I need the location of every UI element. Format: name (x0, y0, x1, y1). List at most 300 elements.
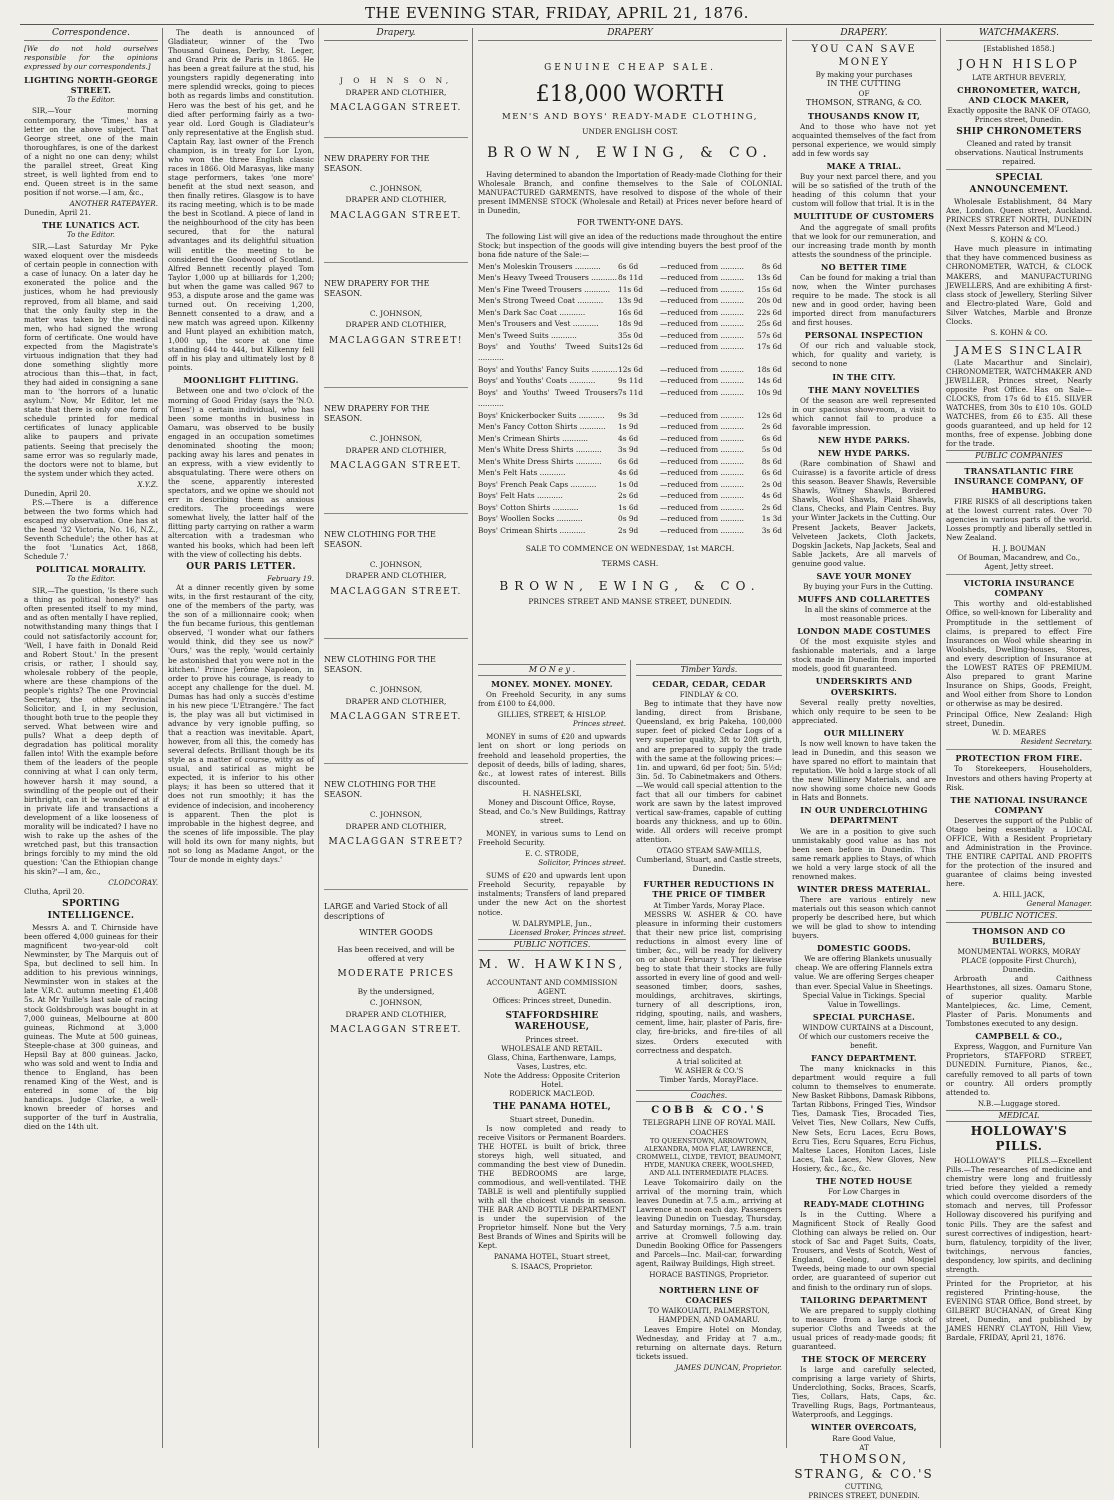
price-row (478, 375, 782, 386)
ad-note: N.B.—Luggage stored. (977, 1098, 1061, 1108)
ad-body: Of the most exquisite styles and fashionable materials, and a large stock made in Dunedin from imported models, good fit guaranteed. (792, 637, 936, 674)
subhead: THE STOCK OF MERCERY (801, 1353, 927, 1364)
ad-title: CAMPBELL & CO., (975, 1031, 1063, 1042)
price-item-name: Boys' Crimean Shirts ........... (478, 525, 586, 535)
ad-line: IN THE CUTTING (827, 78, 901, 88)
ad-address: Princes street, Dunedin. (974, 114, 1064, 124)
letter-date: Dunedin, April 20. (24, 488, 91, 498)
ad-body: MONEY in sums of £20 and upwards lent on short or long periods on freehold and leasehold properties, the deposit of deeds, bills of lading, shares, &c., at lowest rates of interest. Bills discounted. (478, 732, 626, 787)
price-row (478, 490, 782, 501)
subhead: DOMESTIC GOODS. (817, 943, 911, 954)
price-item-price: 16s 6d (618, 307, 643, 317)
postscript: P.S.—There is a difference between the two forms which had escaped my observation. One has at the head '32 Victoria, No. 16, N.Z., Seventh Schedule'; the other has at the foot 'Lunatics Act, 1868, Schedule 7.' (24, 497, 158, 562)
ad-line: A trial solicited at (676, 1056, 742, 1066)
ad-address: Timber Yards, MorayPlace. (659, 1074, 759, 1084)
ad-title: COBB & CO.'S (651, 1104, 767, 1116)
letter-body: SIR,—The question, 'Is there such a thing as political honesty?' has often presented itself to my mind, and as often mentally I have replied, notwithstanding many things that I could not satisfactorily account for, 'Well, I have faith in Donald Reid and Robert Stout.' In the present crisis, or rather, I should say, wholesale robbery of the people, where are these champions of the people's rights? The one Provincial Secretary, the other Provincial Solicitor, and I, in my seclusion, thought both true to the people they served. What between wire and pulls? What a deep depth of degradation has political morality fallen into! With the example before them of the leaders of the people conniving at what I can only term, however harsh it may sound, a swindling of the people out of their birthright, can it be wondered at if in private life and transactions a development of a like looseness of morality will be indicated? I have no wish to rake up the ashes of the wretched past, but this transaction brings forcibly to my mind the old question: 'Can the Ethiopian change his skin?'—I am, &c., (24, 586, 158, 877)
ad-body: FIRE RISKS of all descriptions taken at the lowest current rates. Over 70 agencies in various parts of the world. Losses promptly and liberally settled in New Zealand. (946, 496, 1092, 542)
price-item-reduced: —reduced from .......... (660, 479, 744, 489)
article-title: MOONLIGHT FLITTING. (183, 375, 299, 386)
subhead: WINTER OVERCOATS, (811, 1422, 917, 1433)
ad-role: Resident Secretary. (946, 737, 1092, 750)
ad-body: (Late Macarthur and Sinclair), CHRONOMETER, WATCHMAKER AND JEWELLER, Princes street, Nearly opposite Post Office. Has on Sale—CLOCKS, from 17s 6d to £15. SILVER WATCHES, from 30s to £10 10s. GOLD WATCHES, from £6 to £35. All these goods guaranteed, and up held for 12 months, free of expense. Jobbing done for the trade. (946, 357, 1092, 449)
price-row (478, 456, 782, 467)
price-item-reduced: —reduced from .......... (660, 376, 744, 386)
ad-title: TRANSATLANTIC FIRE INSURANCE COMPANY, OF HAMBURG. (954, 465, 1084, 496)
ad-heading: NEW DRAPERY FOR THE SEASON. (324, 404, 430, 424)
price-row (478, 318, 782, 329)
price-item-name: Men's Crimean Shirts ........... (478, 433, 588, 443)
imprint: Printed for the Proprietor, at his registered Printing-house, the EVENING STAR Office, Bond street, by GILBERT BUCHANAN, of Great King street, Dunedin, and published by JAMES HENRY CLAYTON, Hill View, Bardale, FRIDAY, April 21, 1876. (946, 1276, 1092, 1342)
ad-address: Offices: Princes street, Dunedin. (492, 996, 612, 1006)
price-item-reduced: —reduced from .......... (660, 525, 744, 535)
ad-line: By making your purchases (815, 69, 913, 79)
ad-street: MACLAGGAN STREET. (330, 461, 462, 472)
price-item-original: 17s 6d (757, 342, 782, 351)
ad-title: STAFFORDSHIRE WAREHOUSE, (505, 1011, 599, 1033)
ad-name: JAMES SINCLAIR (954, 343, 1084, 357)
article-title: SPORTING INTELLIGENCE. (47, 899, 135, 921)
price-item-price: 2s 9d (618, 525, 639, 535)
subhead: THE NOTED HOUSE (815, 1175, 913, 1186)
price-item-name: Boys' Woollen Socks ........... (478, 514, 583, 524)
ad-address: At Timber Yards, Moray Place. (653, 900, 765, 910)
price-item-original: 5s 0d (761, 445, 782, 455)
ad-address: PRINCES STREET, DUNEDIN. (808, 1490, 920, 1500)
subhead: FANCY DEPARTMENT. (811, 1052, 917, 1063)
ad-body: And to those who have not yet acquainted themselves of the fact from personal experience, we would simply add in few words say (792, 121, 936, 159)
ad-address: MONUMENTAL WORKS, MORAY PLACE (opposite First Church), Dunedin. (957, 946, 1081, 974)
price-item-original: 6s 6d (761, 468, 782, 478)
firm-name: BROWN, EWING, & CO. (487, 144, 773, 161)
price-item-original: 18s 6d (757, 364, 782, 374)
price-item-reduced: —reduced from .......... (660, 445, 744, 455)
price-item-name: Boys' and Youths' Tweed Suits ........... (478, 342, 618, 363)
price-row (478, 525, 782, 536)
section-heading: PUBLIC NOTICES. (478, 939, 626, 951)
ad-body: Have much pleasure in intimating that they have commenced business as CHRONOMETER, WATCH, & CLOCK MAKERS, and MANUFACTURING JEWELLERS, And are exhibiting A first-class stock of Jewellery, Sterling Silver and Electro-plated Ware, Gold and Silver Watches, Marble and Bronze Clocks. (946, 244, 1092, 326)
ad-line: DRAPER AND CLOTHIER, (345, 1009, 447, 1019)
ad-title: MONEY. MONEY. MONEY. (491, 679, 613, 690)
price-item-name: Boys' Cotton Shirts ........... (478, 502, 579, 512)
ad-body: The many knicknacks in this department would require a full column to themselves to enumerate. New Basket Ribbons, Damask Ribbons, Tartan Ribbons, Fringed Ties, Windsor Ties, Damask Ties, Brocaded Ties, Velvet Ties, New Collars, New Cuffs, New Sets, Ecru Laces, Ecru Bows, Ecru Ties, Ecru Squares, Ecru Fichus, Maltese Laces, Honiton Laces, Lisle Laces, Tak Laces, New Gloves, New Hosiery, &c., &c., &c. (792, 1064, 936, 1173)
ad-line: OF (858, 88, 870, 98)
price-item-price: 12s 6d (618, 342, 643, 351)
article-body: The death is announced of Gladiateur, winner of the Two Thousand Guineas, Derby, St. Leger, and Grand Prix de Paris in 1865. He has been a great failure at the stud, his youngsters rapidly degenerating into mere splendid wrecks, going to pieces both as regards limbs and constitution. Hero was the best of his get, and he died after performing fairly as a two-year old. Lord Gough is Gladiateur's only representative at the English stud. Captain Ray, last owner of the French champion, is in treaty for Lor Lyon, who won the three English classic races in 1866. Old Marasyas, like many stage performers, takes 'one more' benefit at the stud next season, and then finally retires. Glasgow is to have its racing meeting, which is to be made the best in Scotland. A piece of land in the neighbourhood of the city has been secured, that for the natural advantages and its delightful situation will entitle the meeting to be considered the Goodwood of Scotland. Alfred Bennett recently played Tom Taylor 1,000 up at billiards for 1,200; but when the game was called 967 to 953, a dispute arose and the game was turned out. On receiving 1,200, Bennett consented to a draw, and a new match was agreed upon. Kilkenny and Hunt played an exhibition match, 1,000 up, the score at one time standing 644 to 444, but Kilkenny fell off in his play and ultimately lost by 8 points. (168, 28, 314, 373)
letter-date: Dunedin, April 21. (24, 208, 91, 218)
advertisement (324, 639, 468, 764)
ad-firm: S. KOHN & CO. (946, 328, 1092, 341)
section-heading: Coaches. (636, 1090, 782, 1102)
ad-title: FURTHER REDUCTIONS IN THE PRICE OF TIMBER (643, 879, 775, 900)
price-item-name: Men's Moleskin Trousers ........... (478, 261, 601, 271)
ad-name: H. NASHELSKI, (522, 788, 582, 798)
ad-line: WHOLESALE AND RETAIL. (501, 1043, 603, 1053)
price-row (478, 341, 782, 364)
price-item-name: Boys' Knickerbocker Suits ........... (478, 410, 605, 420)
ad-body: Is now completed and ready to receive Visitors or Permanent Boarders. THE HOTEL is built of brick, three storeys high, well situated, and commanding the best view of Dunedin. THE BEDROOMS are large, commodious, and well-ventilated. THE TABLE is well and plentifully supplied with all the choicest viands in season. THE BAR AND BOTTLE DEPARTMENT is under the supervision of the Proprietor himself. None but the Very Best Brands of Wines and Spirits will be Kept. (478, 1123, 626, 1251)
price-item-reduced: —reduced from .......... (660, 273, 744, 283)
subhead: WINTER DRESS MATERIAL. (797, 883, 931, 894)
price-item-reduced: —reduced from .......... (660, 502, 744, 512)
section-heading: PUBLIC COMPANIES (946, 450, 1092, 462)
ad-street: MACLAGGAN STREET. (330, 712, 462, 722)
letter-body: SIR,—Last Saturday Mr Pyke waxed eloquent over the misdeeds of certain people in connection with a case of lunacy. On a later day he exonerated the police and the justices, whom he had previously reproved, from all blame, and said that the only faulty step in the matter was taken by the medical men, who had signed the wrong form of certificate. One would have expected from the Magistrate's virtuous indignation that they had done something slightly more atrocious than this—that, in fact, they had aided in consigning a sane man to 'the horrors of a lunatic asylum.' Now, Mr Editor, let me state that there is only one form of schedule printed for medical certificates of lunacy applicable alike to paupers and private patients. Seeing that precisely the same error was so regularly made, the doctors were not to blame, but the system under which they acted. (24, 242, 158, 478)
ad-line: Rare Good Value, (832, 1433, 896, 1443)
ad-line: DRAPER AND CLOTHIER, (345, 571, 447, 581)
subhead: UNDERSKIRTS AND OVERSKIRTS. (815, 676, 913, 697)
ad-body: Arbroath and Caithness Hearthstones, all sizes. Oamaru Stone, of superior quality. Marble Mantelpieces, &c. Lime, Cement, Plaster of Paris. Monuments and Tombstones executed to any design. (946, 973, 1092, 1029)
section-heading: Correspondence. (24, 28, 158, 41)
ad-address: Principal Office, New Zealand: High street, Dunedin. (946, 710, 1092, 729)
price-item-reduced: —reduced from .......... (660, 387, 744, 397)
ad-name: C. JOHNSON, (369, 998, 423, 1008)
ad-name: RODERICK MACLEOD. (509, 1089, 595, 1099)
ad-firm: THOMSON, STRANG, & CO. (806, 97, 922, 107)
price-item-price: 1s 6d (618, 502, 639, 512)
ad-body: We are offering Blankets unusually cheap. We are offering Flannels extra value. We are offering Serges cheaper than ever. Special Value in Sheetings. Special Value in Tickings. Special Value in Towellings. (794, 954, 934, 1009)
price-item-name: Men's Tweed Suits ........... (478, 330, 577, 340)
ad-name: C. JOHNSON, (369, 309, 423, 319)
ad-address: Princes street. (572, 719, 626, 729)
ad-text: By the undersigned, (357, 986, 435, 996)
sale-commence: SALE TO COMMENCE ON WEDNESDAY, 1st MARCH. (525, 543, 735, 553)
price-item-price: 35s 0d (618, 330, 643, 340)
ad-body: We are prepared to supply clothing to measure from a large stock of superior Cloths and Tweeds at the usual prices of ready-made goods; fit guaranteed. (792, 1305, 936, 1351)
ad-line: Exactly opposite the BANK OF OTAGO, (947, 105, 1091, 115)
ad-body: There are various entirely new materials out this season which cannot properly be described here, but which we will be glad to show to intending buyers. (792, 894, 936, 941)
price-item-original: 8s 6d (761, 261, 782, 271)
price-item-original: 2s 6d (761, 422, 782, 432)
ad-body: Of our rich and valuable stock, which, for quality and variety, is second to none (792, 341, 936, 369)
price-item-original: 3s 6d (761, 525, 782, 535)
column-watchmakers (946, 28, 1092, 1448)
price-item-original: 13s 6d (757, 273, 782, 283)
ad-name: JAMES DUNCAN, Proprietor. (675, 1362, 782, 1372)
column-correspondence (24, 28, 158, 1448)
column-timber-coaches (636, 662, 782, 1448)
subhead: NEW HYDE PARKS. (817, 434, 911, 445)
advertisement (324, 764, 468, 889)
price-item-original: 2s 0d (761, 479, 782, 489)
ad-street: MACLAGGAN STREET. (330, 210, 462, 221)
ad-name: JOHN HISLOP (958, 57, 1080, 72)
ad-address: Stuart street, Dunedin. (509, 1114, 595, 1124)
ad-subtitle: TELEGRAPH LINE OF ROYAL MAIL COACHES (642, 1118, 776, 1137)
ad-body: Is in the Cutting. Where a Magnificent Stock of Really Good Clothing can always be relied on. Our stock of Sac and Paget Suits, Coats, Trousers, and Vests of Scotch, West of England, Geelong, and Mosgiel Tweeds, being made to our own special order, are guaranteed of superior cut and finish to the ordinary run of slops. (792, 1210, 936, 1292)
price-item-reduced: —reduced from .......... (660, 433, 744, 443)
price-item-price: 12s 6d (618, 364, 643, 374)
letter-title: THE LUNATICS ACT. (42, 220, 140, 231)
list-intro: The following List will give an idea of the reductions made throughout the entire Stock; but inspection of the goods will give intending buyers the best proof of the bona fide nature of the Sale:— (478, 231, 782, 259)
price-item-price: 3s 9d (618, 445, 639, 455)
price-row (478, 410, 782, 421)
subhead: IN THE CITY. (832, 371, 896, 382)
sale-terms: TERMS CASH. (601, 559, 659, 569)
ad-title: YOU CAN SAVE MONEY (811, 44, 917, 68)
price-item-name: Boys' and Youths' Coats ........... (478, 376, 596, 386)
price-row (478, 433, 782, 444)
ad-body: This worthy and old-established Office, so well-known for Liberality and Promptitude in the settlement of claims, is prepared to effect Fire Insurances on Wool while shearing in Woolsheds, Dwelling-houses, Stores, and every description of Insurance at the LOWEST RATES OF PREMIUM. Also prepared to grant Marine Insurance on Ships, Goods, Freight, and Wool either from Shore to London or otherwise as may be desired. (946, 599, 1092, 709)
column-news (168, 28, 314, 1448)
letter-body: SIR,—Your morning contemporary, the 'Times,' has a letter on the above subject. That George street, one of the main thoroughfares, is one of the darkest of a night no one can deny; whilst the parallel street, Great King street, is well lighted from end to end. Queen street is in the same position if not worse.—I am, &c., (24, 106, 158, 198)
section-heading: Drapery. (324, 28, 468, 41)
column-brown-ewing (478, 28, 782, 658)
advertisement (324, 44, 468, 137)
price-item-price: 11s 6d (618, 284, 643, 294)
price-item-reduced: —reduced from .......... (660, 410, 744, 420)
ad-name: C. JOHNSON, (369, 434, 423, 444)
sale-intro: Having determined to abandon the Importation of Ready-made Clothing for their Wholesale Branch, and confine themselves to the Sale of COLONIAL MANUFACTURED GARMENTS, have resolved to dispose of the whole of their present IMMENSE STOCK (Wholesale and Retail) at Prices never before heard of in Dunedin, (478, 170, 782, 216)
ad-name: HORACE BASTINGS, Proprietor. (649, 1270, 769, 1280)
price-item-reduced: —reduced from .......... (660, 514, 744, 524)
price-item-original: 57s 6d (757, 330, 782, 340)
price-item-original: 25s 6d (757, 319, 782, 329)
letter-signature: ANOTHER RATEPAYER. (69, 199, 158, 209)
ad-address: Solicitor, Princes street. (538, 858, 626, 868)
subhead: PERSONAL INSPECTION (804, 330, 924, 341)
letter-to: To the Editor. (67, 95, 115, 104)
ad-address: Princes street. (525, 1034, 579, 1044)
ad-line: Glass, China, Earthenware, Lamps, Vases, Lustres, etc. (487, 1052, 617, 1071)
letter-to: To the Editor. (67, 231, 115, 240)
ad-name: C. JOHNSON, (369, 685, 423, 695)
price-item-reduced: —reduced from .......... (660, 319, 744, 329)
masthead: THE EVENING STAR, FRIDAY, APRIL 21, 1876. (20, 4, 1094, 25)
price-item-price: 8s 11d (618, 273, 643, 283)
ad-heading: NEW CLOTHING FOR THE SEASON. (324, 780, 436, 800)
letter-signature: X.Y.Z. (137, 479, 158, 489)
ad-title: THOMSON AND CO BUILDERS, (972, 925, 1066, 946)
price-item-reduced: —reduced from .......... (660, 491, 744, 501)
price-item-price: 6s 6d (618, 456, 639, 466)
price-row (478, 467, 782, 478)
article-date: February 19. (266, 573, 314, 583)
section-heading: DRAPERY. (792, 28, 936, 41)
ad-body: MONEY, in various sums to Lend on Freehold Security. (478, 829, 626, 848)
price-item-reduced: —reduced from .......... (660, 422, 744, 432)
ad-name: C. JOHNSON, (369, 810, 423, 820)
ad-body: WINDOW CURTAINS at a Discount, Of which our customers receive the benefit. (798, 1022, 934, 1050)
price-item-original: 8s 6d (761, 456, 782, 466)
price-item-name: Boys' and Youths' Fancy Suits ........... (478, 364, 618, 374)
subhead: NEW HYDE PARKS. (817, 447, 911, 458)
ad-goods: WINTER GOODS (359, 927, 433, 938)
ad-line: CUTTING, (844, 1481, 884, 1491)
subhead: SAVE YOUR MONEY (816, 570, 912, 581)
ad-routes: TO QUEENSTOWN, ARROWTOWN, ALEXANDRA, MOA FLAT, LAWRENCE, CROMWELL, CLYDE, TEVIOT, BEAUMONT, HYDE, MANUKA CREEK, WOOLSHED, AND ALL INTERMEDIATE PLACES. (636, 1136, 782, 1178)
subhead: THE MANY NOVELTIES (808, 384, 920, 395)
ad-line: DRAPER AND CLOTHIER, (345, 696, 447, 706)
ad-body: Deserves the support of the Public of Otago being essentially a LOCAL OFFICE, With a Resident Proprietary and Administration in the Province. THE ENTIRE CAPITAL AND PROFITS for the protection of the insured and guarantee of claims being invested here. (946, 815, 1092, 889)
ad-body: Wholesale Establishment, 84 Mary Axe, London. Queen street, Auckland. PRINCES STREET NORTH, DUNEDIN (Next Messrs Paterson and M'Leod.) (946, 197, 1092, 234)
section-heading: MEDICAL (946, 1110, 1092, 1122)
subhead: MULTITUDE OF CUSTOMERS (793, 211, 935, 222)
price-item-price: 9s 3d (618, 410, 639, 420)
price-item-original: 6s 6d (761, 433, 782, 443)
price-item-original: 2s 6d (761, 502, 782, 512)
ad-name: S. ISAACS, Proprietor. (511, 1261, 593, 1271)
ad-body: Leave Tokomairiro daily on the arrival of the morning train, which leaves Dunedin at 7.5 a.m., arriving at Lawrence at noon each day. Passengers leaving Dunedin on Tuesday, Thursday, and Saturday mornings, 7.5 a.m. train arrive at Cromwell following day. Dunedin Booking Office for Passengers and Parcels—Inc. Mail-car, forwarding agent, Railway Buildings, High street. (636, 1177, 782, 1269)
ad-body: Cleaned and rated by transit observations. Nautical Instruments repaired. (946, 139, 1092, 170)
price-item-price: 7s 11d (618, 387, 643, 397)
subhead: OUR MILLINERY (823, 727, 905, 738)
letter-title: LIGHTING NORTH-GEORGE STREET. (24, 74, 158, 95)
ad-address: Money and Discount Office, Royse, Stead, and Co.'s New Buildings, Rattray street. (478, 797, 626, 825)
letter-title: POLITICAL MORALITY. (35, 564, 147, 575)
ad-body: SUMS of £20 and upwards lent upon Freehold Security, repayable by instalments; Transfers of land prepared under the new Act on the shortest notice. (478, 871, 626, 917)
price-item-reduced: —reduced from .......... (660, 456, 744, 466)
ad-line: ACCOUNTANT AND COMMISSION AGENT. (486, 977, 618, 996)
ad-address: PANAMA HOTEL, Stuart street, (493, 1252, 611, 1262)
price-row (478, 261, 782, 272)
price-item-name: Men's Fine Tweed Trousers ........... (478, 284, 611, 294)
sale-title: GENUINE CHEAP SALE. (544, 63, 716, 74)
price-item-name: Men's Strong Tweed Coat ........... (478, 296, 604, 306)
price-item-price: 4s 6d (618, 433, 639, 443)
firm-address: PRINCES STREET AND MANSE STREET, DUNEDIN. (528, 596, 732, 606)
column-thomson-strang (792, 28, 936, 1500)
ad-name: M. W. HAWKINS, (478, 956, 626, 971)
price-row (478, 444, 782, 455)
ad-line: DRAPER AND CLOTHIER, (345, 821, 447, 831)
firm-name: BROWN, EWING, & CO. (499, 578, 761, 593)
article-title: OUR PARIS LETTER. (186, 561, 296, 572)
ad-body: In all the skins of commerce at the most reasonable prices. (804, 605, 932, 624)
ad-body: To Storekeepers, Householders, Investors and others having Property at Risk. (946, 764, 1092, 792)
ad-established: [Established 1858.] (983, 44, 1055, 54)
price-row (478, 272, 782, 283)
price-item-name: Men's Heavy Tweed Trousers ........... (478, 273, 617, 283)
letter-date: Clutha, April 20. (24, 887, 85, 897)
subhead: IN OUR UNDERCLOTHING DEPARTMENT (800, 805, 928, 826)
price-item-reduced: —reduced from .......... (660, 364, 744, 374)
ad-body: Express, Waggon, and Furniture Van Proprietors, STAFFORD STREET, DUNEDIN. Furniture, Pianos, &c., carefully removed to all parts of town or country. All orders promptly attended to. (946, 1042, 1092, 1097)
ad-heading: NEW CLOTHING FOR THE SEASON. (324, 654, 436, 675)
ad-name: A. HILL JACK, (993, 890, 1045, 900)
ad-body: MESSRS W. ASHER & CO. have pleasure in informing their customers that their new price list, comprising reductions in almost every line of timber, &c., will be ready for delivery on or about February 1. They likewise beg to state that their stocks are fully assorted in every line of good and well-seasoned timber, doors, sashes, mouldings, architraves, skirtings, turnery of all descriptions, iron, ridging, spouting, nails, and washers, cement, lime, hair, plaster of Paris, fire-clay, fire-bricks, and fire-tiles of all sizes. Orders executed with correctness and despatch. (636, 909, 782, 1055)
advertisement (324, 388, 468, 513)
subhead: MUFFS AND COLLARETTES (797, 593, 931, 604)
sale-subtitle: MEN'S AND BOYS' READY-MADE CLOTHING, (502, 112, 758, 123)
price-item-original: 1s 3d (761, 514, 782, 524)
price-item-reduced: —reduced from .......... (660, 468, 744, 478)
ad-line: For Low Charges in (828, 1186, 900, 1196)
ad-firm: THOMSON, STRANG, & CO.'S (794, 1451, 934, 1481)
subhead: NO BETTER TIME (821, 261, 907, 272)
ad-line: DRAPER AND CLOTHIER, (345, 87, 447, 97)
ad-text: Has been received, and will be offered at very (337, 944, 455, 963)
ad-body: (Rare combination of Shawl and Cuirasse) is a favorite article of dress this season. Beaver Shawls, Reversible Shawls, Witney Shawls, Bordered Shawls, Wool Shawls, Plaid Shawls, Clans, Checks, and Plain Centres. Buy your Winter Jackets in the Cutting. Our Present Jackets, Beaver Jackets, Velveteen Jackets, Cloth Jackets, Dogskin Jackets, Nap Jackets, Seal and Sable Jackets, Are all marvels of genuine good value. (792, 459, 936, 568)
disclaimer: [We do not hold ourselves responsible for the opinions expressed by our correspondents.] (24, 44, 158, 72)
ad-firm: GILLIES, STREET, & HISLOP. (497, 710, 607, 720)
price-row (478, 502, 782, 513)
ad-address: Of Bouman, Macandrew, and Co., Agent, Jetty street. (946, 553, 1092, 575)
section-heading: M O N e y . (478, 664, 626, 676)
price-row (478, 421, 782, 432)
ad-body: Is now well known to have taken the lead in Dunedin, and this season we have spared no effort to maintain that reputation. We hold a large stock of all the new Millinery Materials, and are now showing some choice new Goods in Hats and Bonnets. (792, 738, 936, 803)
ad-street: MACLAGGAN STREET. (330, 103, 462, 114)
ad-body: Can be found for making a trial than now, when the Winter purchases require to be made. The stock is all new and in good order, having been imported direct from manufacturers and first houses. (792, 272, 936, 328)
subhead: SPECIAL PURCHASE. (812, 1011, 916, 1022)
price-item-name: Boys' and Youths' Tweed Trousers ........... (478, 387, 618, 409)
advertisement (324, 138, 468, 263)
price-item-name: Men's Fancy Cotton Shirts ........... (478, 422, 606, 432)
ad-text: LARGE and Varied Stock of all descriptions of (324, 901, 448, 921)
ad-title: SHIP CHRONOMETERS (956, 126, 1082, 137)
ad-prices: MODERATE PRICES (337, 969, 455, 980)
ad-heading: NEW CLOTHING FOR THE SEASON. (324, 529, 436, 549)
ad-name: OTAGO STEAM SAW-MILLS, (656, 846, 762, 856)
price-row (478, 513, 782, 524)
ad-title: PROTECTION FROM FIRE. (955, 753, 1083, 764)
price-item-original: 4s 6d (761, 491, 782, 501)
ad-address: Note the Address: Opposite Criterion Hotel. (483, 1071, 621, 1090)
sale-cost: UNDER ENGLISH COST. (582, 127, 678, 137)
section-heading: Timber Yards. (636, 664, 782, 676)
ad-name: W. DALRYMPLE, Jun., (512, 918, 592, 928)
ad-name: C. JOHNSON, (369, 559, 423, 569)
subhead: READY-MADE CLOTHING (803, 1198, 925, 1209)
price-item-original: 14s 6d (757, 376, 782, 386)
price-item-price: 1s 9d (618, 422, 639, 432)
ad-firm: FINDLAY & CO. (679, 690, 739, 700)
article-body: Messrs A. and T. Chirnside have been offered 4,000 guineas for their magnificent two-year-old colt Newminster, by The Marquis out of Spa, but declined to sell him. In addition to his previous winnings, Newminster won in stakes at the late V.R.C. autumn meeting £1,408 5s. At Mr Yuille's last sale of racing stock Goldsbrough was bought in at 7,000 guineas, Melbourne at 800 guineas, Richmond at 3,000 guineas. The Mute at 500 guineas, Steeple-chase at 300 guineas, and Hepsil Bay at 800 guineas. Jacko, who was sold and went to India and thence to England, has been renamed King of the West, and is entered in some of the big handicaps. Judge Clarke, a well-known breeder of horses and supporter of the turf in Australia, died on the 14th ult. (24, 922, 158, 1132)
ad-title: VICTORIA INSURANCE COMPANY (963, 578, 1075, 599)
ad-name: E. C. STRODE, (525, 849, 579, 859)
price-row (478, 479, 782, 490)
column-drapery-johnson (324, 28, 468, 1448)
letter-to: To the Editor. (67, 575, 115, 584)
price-item-price: 6s 6d (618, 261, 639, 271)
price-item-name: Men's Felt Hats ........... (478, 468, 566, 478)
section-heading: WATCHMAKERS. (946, 28, 1092, 41)
ad-street: MACLAGGAN STREET! (329, 335, 463, 346)
price-item-original: 12s 6d (757, 410, 782, 420)
price-item-name: Boys' Felt Hats ........... (478, 491, 563, 501)
subhead: LONDON MADE COSTUMES (797, 626, 931, 637)
price-row (478, 330, 782, 341)
subhead: TAILORING DEPARTMENT (800, 1294, 928, 1305)
price-row (478, 307, 782, 318)
price-row (478, 284, 782, 295)
advertisement (324, 890, 468, 1047)
price-item-reduced: —reduced from .......... (660, 284, 744, 294)
price-item-name: Men's Trousers and Vest ........... (478, 319, 599, 329)
price-item-original: 22s 6d (757, 307, 782, 317)
sale-amount: £18,000 WORTH (535, 81, 725, 107)
sale-days: FOR TWENTY-ONE DAYS. (576, 218, 684, 228)
ad-line: DRAPER AND CLOTHIER, (345, 445, 447, 455)
ad-body: We are in a position to give such unmistakably good value as has not been seen before in Dunedin. This same remark applies to Stays, of which we hold a very large stock of all the renowned makes. (792, 826, 936, 881)
section-heading: DRAPERY (478, 28, 782, 41)
subhead: MAKE A TRIAL. (826, 161, 902, 172)
column-money (478, 662, 626, 1448)
price-item-price: 13s 9d (618, 296, 643, 306)
price-item-reduced: —reduced from .......... (660, 307, 744, 317)
price-item-name: Men's White Dress Shirts ........... (478, 456, 602, 466)
ad-street: MACLAGGAN STREET. (330, 586, 462, 597)
ad-title: NORTHERN LINE OF COACHES (658, 1285, 760, 1306)
price-item-original: 15s 6d (757, 284, 782, 294)
ad-heading: NEW DRAPERY FOR THE SEASON. (324, 278, 430, 298)
ad-street: MACLAGGAN STREET? (328, 837, 464, 848)
ad-title: SPECIAL ANNOUNCEMENT. (969, 173, 1069, 195)
ad-name: C. JOHNSON, (369, 183, 423, 193)
section-heading: PUBLIC NOTICES. (946, 910, 1092, 922)
price-item-price: 9s 11d (618, 376, 643, 386)
price-row (478, 295, 782, 306)
